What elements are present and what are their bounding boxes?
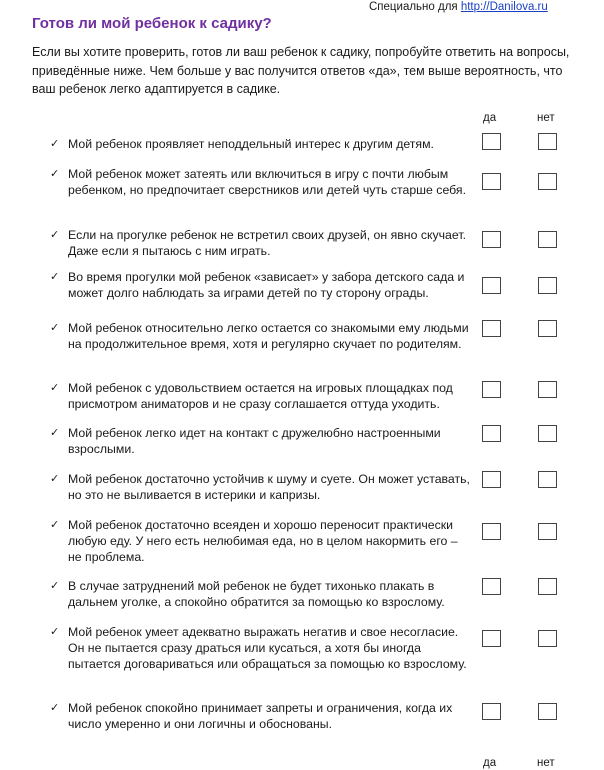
checkbox-yes[interactable] [482, 381, 501, 398]
question-item [50, 136, 470, 152]
checkbox-no[interactable] [538, 320, 557, 337]
checkmark-icon: ✓ [50, 580, 60, 592]
question-text: Мой ребенок достаточно устойчив к шуму и суете. Он может уставать, но это не выливается в истерики и капризы. [68, 472, 470, 502]
question-text: Мой ребенок достаточно всеяден и хорошо переносит практически любую еду. У него есть нелюбимая еда, но в целом накормить его – не проблема. [68, 518, 458, 564]
column-header-yes: да [483, 112, 497, 124]
checkmark-icon: ✓ [50, 427, 60, 439]
question-item [50, 227, 470, 259]
checkbox-yes[interactable] [482, 231, 501, 248]
column-header-no: нет [537, 112, 555, 124]
checkmark-icon: ✓ [50, 382, 60, 394]
checkbox-yes[interactable] [482, 320, 501, 337]
question-item [50, 269, 470, 301]
checkbox-no[interactable] [538, 173, 557, 190]
question-item [50, 471, 470, 503]
question-text: Мой ребенок относительно легко остается со знакомыми ему людьми на продолжительное время, хотя и регулярно скучает по родителям. [68, 321, 469, 351]
question-text: Мой ребенок легко идет на контакт с дружелюбно настроенными взрослыми. [68, 426, 441, 456]
checkmark-icon: ✓ [50, 702, 60, 714]
checkbox-no[interactable] [538, 471, 557, 488]
checkbox-no[interactable] [538, 277, 557, 294]
question-text: Во время прогулки мой ребенок «зависает» у забора детского сада и может долго наблюдать за играми детей по ту сторону ограды. [68, 270, 465, 300]
checkbox-yes[interactable] [482, 471, 501, 488]
column-footer-yes: да [483, 757, 497, 769]
checkbox-yes[interactable] [482, 277, 501, 294]
checkmark-icon: ✓ [50, 168, 60, 180]
checkbox-no[interactable] [538, 578, 557, 595]
credit-prefix: Специально для [369, 1, 458, 13]
question-text: Если на прогулке ребенок не встретил своих друзей, он явно скучает. Даже если я пытаюсь с ним играть. [68, 228, 467, 258]
checkmark-icon: ✓ [50, 229, 60, 241]
checkbox-no[interactable] [538, 425, 557, 442]
page-title: Готов ли мой ребенок к садику? [32, 15, 272, 32]
checkmark-icon: ✓ [50, 519, 60, 531]
credit-line [369, 1, 548, 13]
question-text: Мой ребенок умеет адекватно выражать негатив и свое несогласие. Он не пытается сразу драться или кусаться, а хотя бы иногда пытается договариваться или обращаться за помощью ко взрослому. [68, 625, 467, 671]
danilova-link[interactable]: http://Danilova.ru [460, 1, 548, 13]
question-item [50, 425, 470, 457]
question-item [50, 320, 470, 352]
question-item [50, 166, 470, 198]
checkmark-icon: ✓ [50, 138, 60, 150]
checkbox-yes[interactable] [482, 703, 501, 720]
checkbox-yes[interactable] [482, 173, 501, 190]
checkbox-yes[interactable] [482, 630, 501, 647]
checkbox-yes[interactable] [482, 578, 501, 595]
question-item [50, 578, 470, 610]
checkbox-no[interactable] [538, 133, 557, 150]
checkmark-icon: ✓ [50, 473, 60, 485]
question-item [50, 700, 470, 732]
column-footer-no: нет [537, 757, 555, 769]
checkmark-icon: ✓ [50, 322, 60, 334]
question-text: Мой ребенок с удовольствием остается на игровых площадках под присмотром аниматоров и не сразу соглашается оттуда уходить. [68, 381, 453, 411]
checkmark-icon: ✓ [50, 626, 60, 638]
question-text: В случае затруднений мой ребенок не будет тихонько плакать в дальнем уголке, а спокойно обратится за помощью ко взрослому. [68, 579, 445, 609]
question-text: Мой ребенок может затеять или включиться в игру с почти любым ребенком, но предпочитает сверстников или детей чуть старше себя. [68, 167, 466, 197]
question-text: Мой ребенок спокойно принимает запреты и ограничения, когда их число умеренно и они логичны и обоснованы. [68, 701, 453, 731]
checkbox-yes[interactable] [482, 425, 501, 442]
checkbox-no[interactable] [538, 523, 557, 540]
question-item [50, 380, 470, 412]
checkmark-icon: ✓ [50, 271, 60, 283]
checkbox-no[interactable] [538, 381, 557, 398]
checkbox-yes[interactable] [482, 523, 501, 540]
intro-text: Если вы хотите проверить, готов ли ваш ребенок к садику, попробуйте ответить на вопросы, приведённые ниже. Чем больше у вас получится ответов «да», тем выше вероятность, что ваш ребенок легко адаптируется в садике. [32, 45, 570, 96]
checkbox-no[interactable] [538, 703, 557, 720]
checkbox-no[interactable] [538, 630, 557, 647]
checkbox-yes[interactable] [482, 133, 501, 150]
checkbox-no[interactable] [538, 231, 557, 248]
question-item [50, 624, 470, 672]
question-text: Мой ребенок проявляет неподдельный интерес к другим детям. [68, 137, 434, 151]
question-item [50, 517, 470, 565]
